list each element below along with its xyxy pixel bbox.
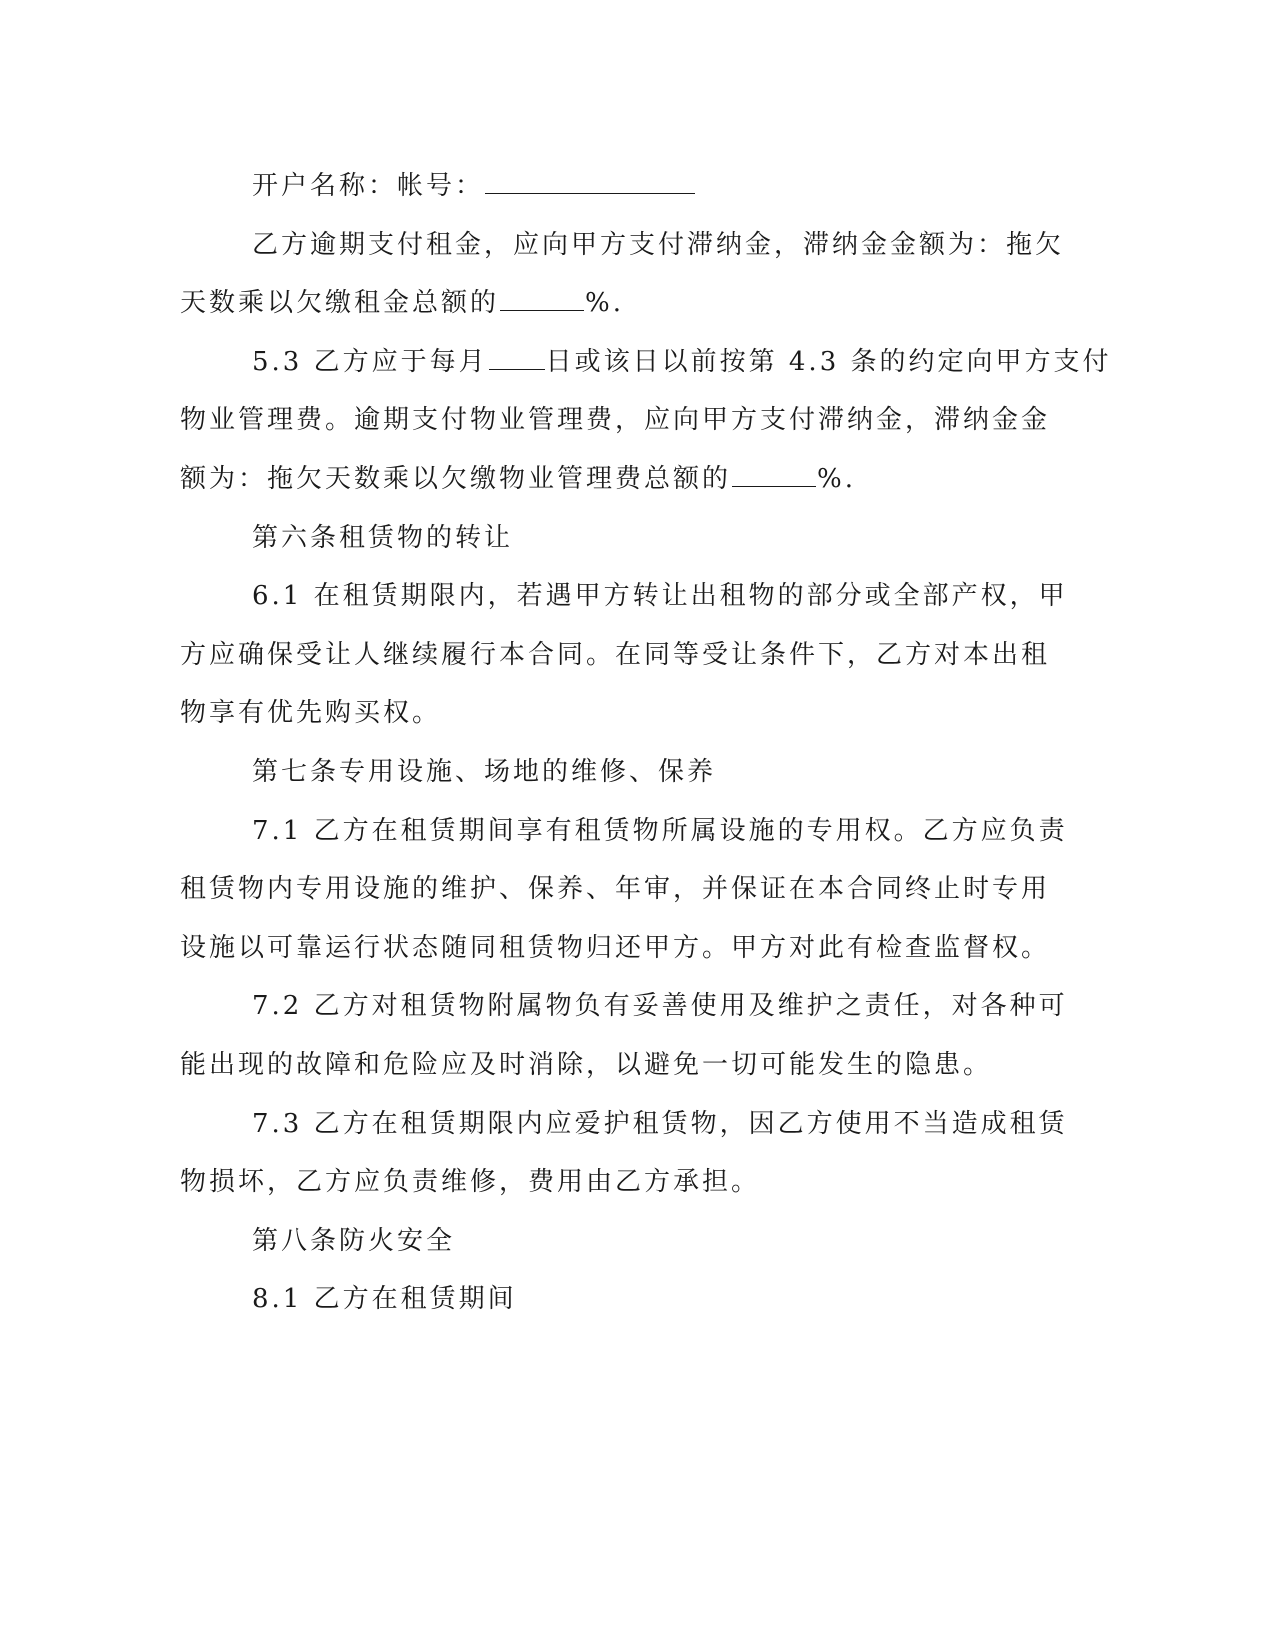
- clause-7-2-line-1: 7.2 乙方对租赁物附属物负有妥善使用及维护之责任，对各种可: [252, 991, 1068, 1022]
- clause-8-1: [180, 1270, 1040, 1329]
- clause-5-3-day-blank: [489, 347, 545, 370]
- clause-7-3: [180, 1095, 1068, 1212]
- article-6-heading: [180, 509, 1040, 568]
- clause-5-3-percent-sign: %.: [817, 463, 856, 494]
- clause-7-1-line-1: 7.1 乙方在租赁期间享有租赁物所属设施的专用权。乙方应负责: [252, 815, 1068, 846]
- late-rent-percent-blank: [500, 288, 584, 311]
- article-7-title: 第七条专用设施、场地的维修、保养: [252, 756, 717, 787]
- late-rent-percent-sign: %.: [585, 288, 624, 319]
- clause-5-3-line-3: 额为：拖欠天数乘以欠缴物业管理费总额的: [180, 463, 732, 494]
- late-rent-line-2: 天数乘以欠缴租金总额的: [180, 288, 500, 319]
- clause-6-1-line-2: 方应确保受让人继续履行本合同。在同等受让条件下，乙方对本出租: [180, 639, 1051, 670]
- clause-7-3-line-1: 7.3 乙方在租赁期限内应爱护租赁物，因乙方使用不当造成租赁: [252, 1108, 1068, 1139]
- clause-7-3-line-2: 物损坏，乙方应负责维修，费用由乙方承担。: [180, 1167, 761, 1198]
- article-7-heading: [180, 743, 1040, 802]
- clause-7-1: [180, 802, 1068, 978]
- clause-7-1-line-3: 设施以可靠运行状态随同租赁物归还甲方。甲方对此有检查监督权。: [180, 932, 1051, 963]
- clause-5-3-line-1b: 日或该日以前按第 4.3 条的约定向甲方支付: [545, 346, 1112, 377]
- clause-5-3-line-1a: 5.3 乙方应于每月: [252, 346, 488, 377]
- account-blank: [485, 171, 695, 194]
- late-rent-line-1: 乙方逾期支付租金，应向甲方支付滞纳金，滞纳金金额为：拖欠: [252, 229, 1065, 260]
- article-8-heading: [180, 1212, 1040, 1271]
- clause-5-3: [180, 333, 1112, 509]
- document-body: [180, 157, 1112, 1329]
- clause-6-1-line-3: 物享有优先购买权。: [180, 698, 442, 729]
- clause-7-1-line-2: 租赁物内专用设施的维护、保养、年审，并保证在本合同终止时专用: [180, 874, 1051, 905]
- clause-6-1: [180, 567, 1068, 743]
- article-8-title: 第八条防火安全: [252, 1225, 456, 1256]
- account-label: 开户名称：帐号：: [252, 171, 485, 201]
- clause-5-3-line-2: 物业管理费。逾期支付物业管理费，应向甲方支付滞纳金，滞纳金金: [180, 405, 1051, 436]
- late-rent-paragraph: [180, 216, 1065, 333]
- clause-8-1-line-1: 8.1 乙方在租赁期间: [252, 1284, 517, 1315]
- clause-7-2-line-2: 能出现的故障和危险应及时消除，以避免一切可能发生的隐患。: [180, 1049, 993, 1080]
- account-line: [180, 157, 1040, 216]
- article-6-title: 第六条租赁物的转让: [252, 522, 514, 553]
- clause-6-1-line-1: 6.1 在租赁期限内，若遇甲方转让出租物的部分或全部产权，甲: [252, 581, 1068, 612]
- clause-5-3-percent-blank: [732, 464, 816, 487]
- clause-7-2: [180, 977, 1068, 1094]
